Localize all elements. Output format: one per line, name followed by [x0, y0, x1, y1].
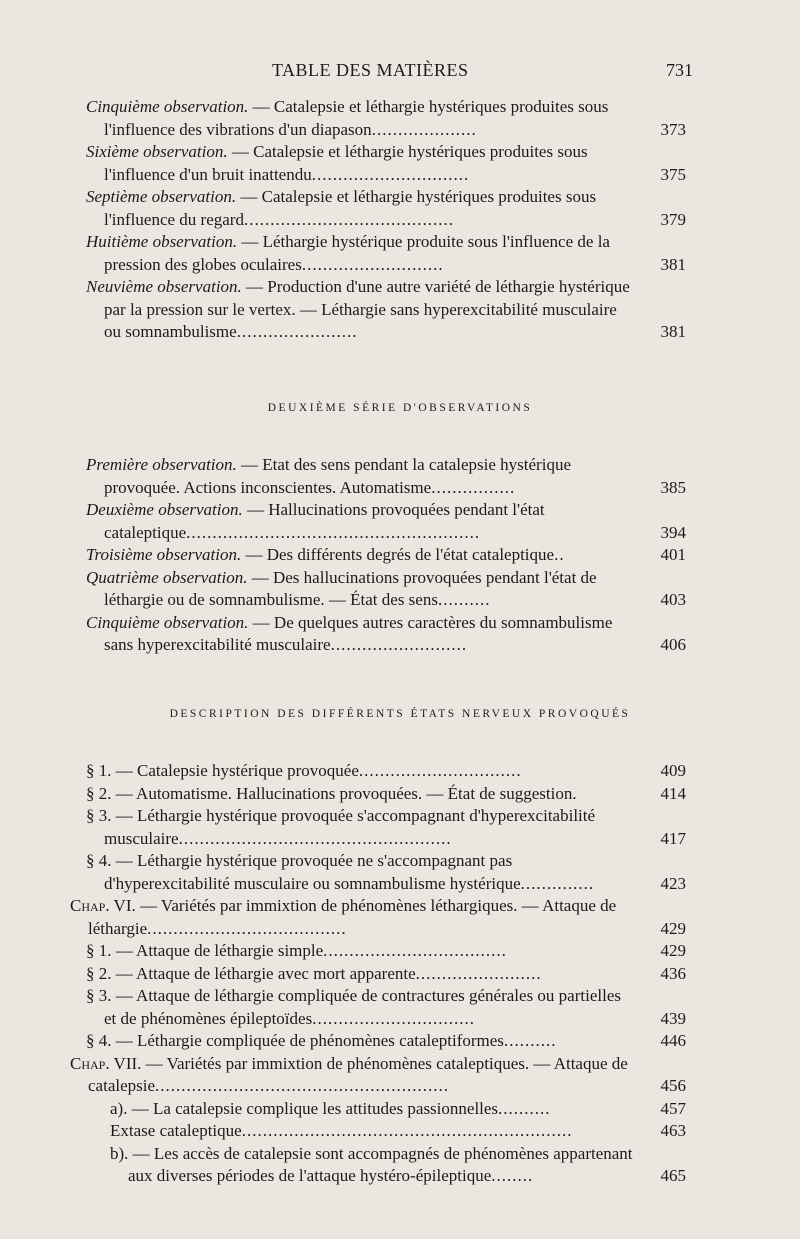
section-heading: DEUXIÈME SÉRIE D'OBSERVATIONS	[267, 402, 533, 414]
page-title: TABLE DES MATIÈRES	[272, 60, 469, 80]
observations-list-1	[86, 96, 686, 344]
entry-page: 409	[660, 761, 686, 780]
section-heading: DESCRIPTION DES DIFFÉRENTS ÉTATS NERVEUX PROVOQUÉS	[169, 708, 631, 720]
toc-entry: Première observation. — Etat des sens pendant la catalepsie hystérique provoquée. Actions inconscientes. Automatisme................ 385	[86, 454, 686, 499]
toc-entry: b). — Les accès de catalepsie sont accompagnés de phénomènes appartenant aux diverses périodes de l'attaque hystéro-épileptique........ 465	[70, 1143, 686, 1188]
entry-page: 465	[660, 1166, 686, 1185]
entry-page: 401	[660, 545, 686, 564]
description-list	[70, 760, 686, 1188]
running-head	[0, 60, 800, 86]
entry-page: 381	[660, 254, 686, 274]
toc-entry: § 2. — Attaque de léthargie avec mort apparente........................ 436	[70, 963, 686, 986]
toc-entry: § 1. — Catalepsie hystérique provoquée............................... 409	[70, 760, 686, 783]
chapter-entry: Chap. VII. — Variétés par immixtion de phénomènes cataleptiques. — Attaque de catalepsie........................................................ 456	[70, 1053, 686, 1098]
toc-entry: Septième observation. — Catalepsie et léthargie hystériques produites sous l'influence du regard........................................ 379	[86, 186, 686, 231]
entry-page: 446	[660, 1031, 686, 1050]
entry-page: 385	[660, 477, 686, 497]
page-number: 731	[666, 60, 693, 80]
entry-page: 439	[660, 1008, 686, 1028]
entry-page: 403	[660, 590, 686, 609]
entry-page: 406	[660, 635, 686, 654]
entry-page: 381	[660, 322, 686, 341]
entry-page: 429	[660, 918, 686, 938]
toc-entry: § 3. — Léthargie hystérique provoquée s'accompagnant d'hyperexcitabilité musculaire.................................................... 417	[70, 805, 686, 850]
toc-entry: Quatrième observation. — Des hallucinations provoquées pendant l'état de léthargie ou de somnambulisme. — État des sens.......... 403	[86, 567, 686, 612]
toc-entry: Deuxième observation. — Hallucinations provoquées pendant l'état cataleptique........................................................ 394	[86, 499, 686, 544]
toc-entry: Extase cataleptique............................................................... 463	[70, 1120, 686, 1143]
toc-entry: Neuvième observation. — Production d'une autre variété de léthargie hystérique par la pression sur le vertex. — Léthargie sans hyperexcitabilité musculaire ou somnambulisme....................... 381	[86, 276, 686, 344]
entry-page: 429	[660, 941, 686, 960]
entry-page: 373	[660, 119, 686, 139]
toc-entry: Cinquième observation. — Catalepsie et léthargie hystériques produites sous l'influence des vibrations d'un diapason.................... 373	[86, 96, 686, 141]
entry-page: 414	[660, 783, 686, 803]
toc-entry: a). — La catalepsie complique les attitudes passionnelles.......... 457	[70, 1098, 686, 1121]
entry-page: 436	[660, 963, 686, 983]
observations-list-2	[86, 454, 686, 657]
entry-page: 463	[660, 1121, 686, 1140]
entry-page: 417	[660, 828, 686, 848]
toc-entry: Huitième observation. — Léthargie hystérique produite sous l'influence de la pression des globes oculaires........................... 381	[86, 231, 686, 276]
entry-page: 456	[660, 1076, 686, 1095]
toc-entry: Cinquième observation. — De quelques autres caractères du somnambulisme sans hyperexcitabilité musculaire.......................... 406	[86, 612, 686, 657]
entry-page: 457	[660, 1098, 686, 1118]
toc-entry: § 1. — Attaque de léthargie simple................................... 429	[70, 940, 686, 963]
chapter-entry: Chap. VI. — Variétés par immixtion de phénomènes léthargiques. — Attaque de léthargie...................................... 429	[70, 895, 686, 940]
entry-page: 375	[660, 164, 686, 184]
toc-entry: § 4. — Léthargie hystérique provoquée ne s'accompagnant pas d'hyperexcitabilité musculaire ou somnambulisme hystérique.............. 423	[70, 850, 686, 895]
toc-entry: § 3. — Attaque de léthargie compliquée de contractures générales ou partielles et de phénomènes épileptoïdes............................... 439	[70, 985, 686, 1030]
toc-entry: § 2. — Automatisme. Hallucinations provoquées. — État de suggestion. 414	[70, 783, 686, 806]
toc-entry: § 4. — Léthargie compliquée de phénomènes cataleptiformes.......... 446	[70, 1030, 686, 1053]
entry-page: 423	[660, 873, 686, 893]
toc-entry: Troisième observation. — Des différents degrés de l'état cataleptique.. 401	[86, 544, 686, 567]
entry-page: 379	[660, 209, 686, 229]
toc-entry: Sixième observation. — Catalepsie et léthargie hystériques produites sous l'influence d'un bruit inattendu.............................. 375	[86, 141, 686, 186]
entry-page: 394	[660, 522, 686, 542]
